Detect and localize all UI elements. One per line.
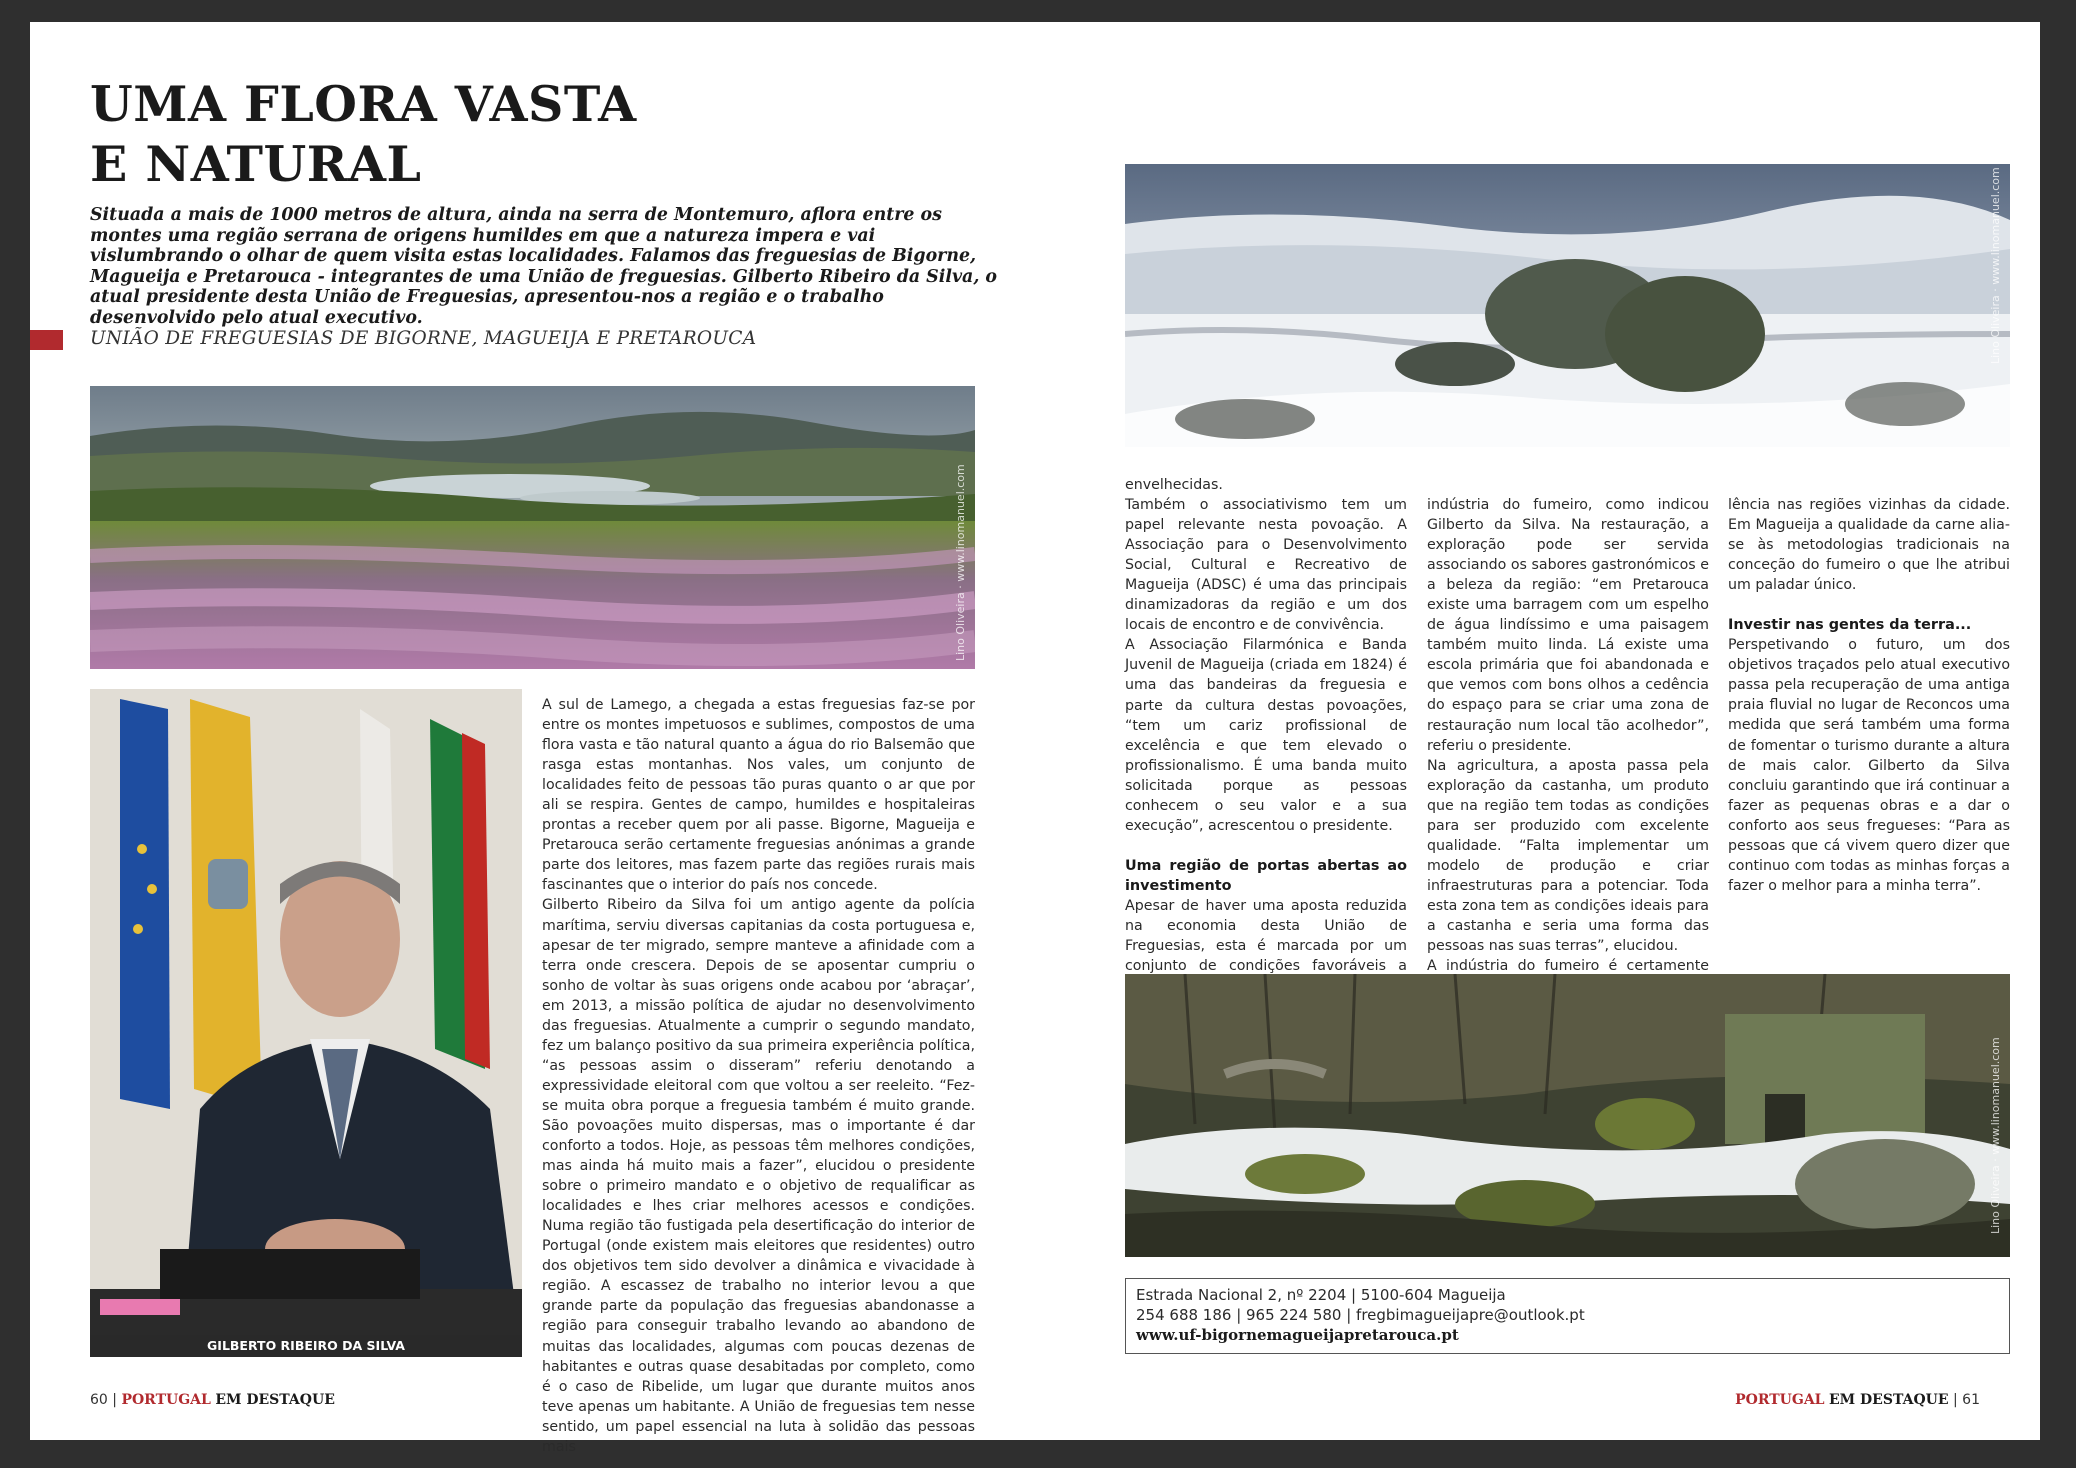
page-number: 61	[1962, 1392, 1980, 1408]
paragraph-gap	[1728, 595, 2010, 615]
magazine-spread	[30, 22, 2040, 1455]
paragraph: A indústria do fumeiro é certamente	[1427, 958, 1709, 975]
paragraph: Na agricultura, a aposta passa pela exploração da castanha, um produto que na região tem todas as condições para ser produzido com excelente qualidade. “Falta implementar um modelo de produção e criar infraestruturas para a potenciar. Toda esta zona tem as condições ideais para a castanha e seria uma forma das pessoas nas suas terras”, elucidou.	[1427, 757, 1709, 955]
footer-brand-red: PORTUGAL	[1735, 1392, 1825, 1408]
paragraph: indústria do fumeiro, como indicou Gilberto da Silva. Na restauração, a exploração pode ser servida associando os sabores gastronómicos e a beleza da região: “em Pretarouca existe uma barragem com um espelho de água lindíssimo e uma paisagem também muito linda. Lá existe uma escola primária que foi abandonada e que vemos com bons olhos a cedência do espaço para se criar uma zona de restauração num local tão acolhedor”, referiu o presidente.	[1427, 497, 1709, 754]
landscape-photo-credit: Lino Oliveira · www.linomanuel.com	[954, 464, 967, 661]
portrait-caption: GILBERTO RIBEIRO DA SILVA	[90, 1335, 522, 1357]
paragraph: envelhecidas.	[1125, 477, 1223, 493]
right-footer	[1735, 1392, 1980, 1408]
snow-landscape-photo	[1125, 164, 2010, 447]
river-photo-credit: Lino Oliveira · www.linomanuel.com	[1989, 1037, 2002, 1234]
paragraph: Também o associativismo tem um papel relevante nesta povoação. A Associação para o Desenvolvimento Social, Cultural e Recreativo de Magueija (ADSC) é uma das principais dinamizadoras da região e um dos locais de encontro e de convivência.	[1125, 497, 1407, 634]
article-lead: Situada a mais de 1000 metros de altura, ainda na serra de Montemuro, aflora entre os montes uma região serrana de origens humildes em que a natureza impera e vai vislumbrando o olhar de quem visita estas localidades. Falamos das freguesias de Bigorne, Magueija e Pretarouca - integrantes de uma União de freguesias. Gilberto Ribeiro da Silva, o atual presidente desta União de Freguesias, apresentou-nos a região e o trabalho desenvolvido pelo atual executivo.	[90, 205, 998, 328]
paragraph: A sul de Lamego, a chegada a estas freguesias faz-se por entre os montes impetuosos e sublimes, compostos de uma flora vasta e tão natural quanto a água do rio Balsemão que rasga estas montanhas. Nos vales, um conjunto de localidades feito de pessoas tão puras quanto o ar que por ali se respira. Gentes de campo, humildes e hospitaleiras prontas a receber quem por ali passe. Bigorne, Magueija e Pretarouca serão certamente freguesias anónimas a grande parte dos leitores, mas fazem parte das regiões rurais mais fascinantes que o interior do país nos concede.	[542, 697, 975, 894]
left-page	[30, 22, 1035, 1455]
footer-brand-red: PORTUGAL	[121, 1392, 211, 1408]
snow-photo-credit: Lino Oliveira · www.linomanuel.com	[1989, 167, 2002, 364]
section-heading: Uma região de portas abertas ao investimento	[1125, 857, 1407, 894]
paragraph: Apesar de haver uma aposta reduzida na economia desta União de Freguesias, esta é marcada por um conjunto de condições favoráveis a	[1125, 897, 1407, 975]
paragraph: lência nas regiões vizinhas da cidade. Em Magueija a qualidade da carne alia-se às metodologias tradicionais na conceção do fumeiro o que lhe atribui um paladar único.	[1728, 497, 2010, 594]
right-body-column-2	[1427, 495, 1709, 1036]
title-line-1: UMA FLORA VASTA	[90, 75, 637, 133]
contact-phones-email[interactable]: 254 688 186 | 965 224 580 | fregbimagueijapre@outlook.pt	[1136, 1306, 1585, 1324]
portrait-photo	[90, 689, 522, 1357]
section-heading: Investir nas gentes da terra...	[1728, 617, 1972, 634]
paragraph: Perspetivando o futuro, um dos objetivos traçados pelo atual executivo passa pela recuperação de uma antiga praia fluvial no lugar de Reconcos uma medida que será também uma forma de fomentar o turismo durante a altura de mais calor. Gilberto da Silva concluiu garantindo que irá continuar a fazer as pequenas obras e a dar o conforto aos seus fregueses: “Para as pessoas que cá vivem quero dizer que continuo com todas as minhas forças a fazer o melhor para a minha terra”.	[1728, 637, 2010, 894]
left-body-column	[542, 695, 975, 1457]
paragraph: A Associação Filarmónica e Banda Juvenil de Magueija (criada em 1824) é uma das bandeiras da freguesia e parte da cultura destas povoações, “tem um cariz profissional de excelência e que tem elevado o profissionalismo. É uma banda muito solicitada porque as pessoas conhecem o seu valor e a sua execução”, acrescentou o presidente.	[1125, 637, 1407, 834]
article-title	[90, 74, 637, 194]
contact-box	[1125, 1278, 2010, 1354]
contact-address: Estrada Nacional 2, nº 2204 | 5100-604 Magueija	[1136, 1286, 1506, 1304]
footer-separator: |	[112, 1392, 117, 1408]
paragraph-gap	[1125, 836, 1407, 856]
article-subtitle: UNIÃO DE FREGUESIAS DE BIGORNE, MAGUEIJA E PRETAROUCA	[90, 328, 757, 349]
left-footer	[90, 1392, 335, 1408]
page-number: 60	[90, 1392, 108, 1408]
right-body-column-3	[1728, 495, 2010, 896]
right-page	[1035, 22, 2040, 1440]
footer-separator: |	[1953, 1392, 1958, 1408]
landscape-photo	[90, 386, 975, 669]
title-line-2: E NATURAL	[90, 135, 422, 193]
footer-brand-black: EM DESTAQUE	[1828, 1392, 1949, 1408]
contact-website-link[interactable]: www.uf-bigornemagueijapretarouca.pt	[1136, 1326, 1459, 1344]
paragraph: Gilberto Ribeiro da Silva foi um antigo agente da polícia marítima, serviu diversas capitanias da costa portuguesa e, apesar de ter migrado, sempre manteve a afinidade com a terra onde crescera. Depois de se aposentar cumpriu o sonho de voltar às suas origens onde acabou por ‘abraçar’, em 2013, a missão política de ajudar no desenvolvimento das freguesias. Atualmente a cumprir o segundo mandato, fez um balanço positivo da sua primeira experiência política, “as pessoas assim o disseram” referiu denotando a expressividade eleitoral com que voltou a ser reeleito. “Fez-se muita obra porque a freguesia também é muito grande. São povoações muito dispersas, mas o importante é dar conforto a todos. Hoje, as pessoas têm melhores condições, mas ainda há muito mais a fazer”, elucidou o presidente sobre o primeiro mandato e o objetivo de requalificar as localidades e lhes criar melhores acessos e condições. Numa região tão fustigada pela desertificação do interior de Portugal (onde existem mais eleitores que residentes) outro dos objetivos tem sido devolver a dinâmica e vivacidade à região. A escassez de trabalho no interior levou a que grande parte da população das freguesias abandonasse a região para conseguir trabalho levando ao abandono de muitas das localidades, algumas com poucas dezenas de habitantes e outras quase desabitadas por completo, como é o caso de Ribelide, um lugar que durante muitos anos teve apenas um habitante. A União de freguesias tem nesse sentido, um papel essencial na luta à solidão das pessoas mais	[542, 897, 975, 1455]
right-body-column-1	[1125, 475, 1407, 1016]
footer-brand-black: EM DESTAQUE	[215, 1392, 335, 1408]
river-photo	[1125, 974, 2010, 1257]
section-marker	[30, 330, 63, 350]
